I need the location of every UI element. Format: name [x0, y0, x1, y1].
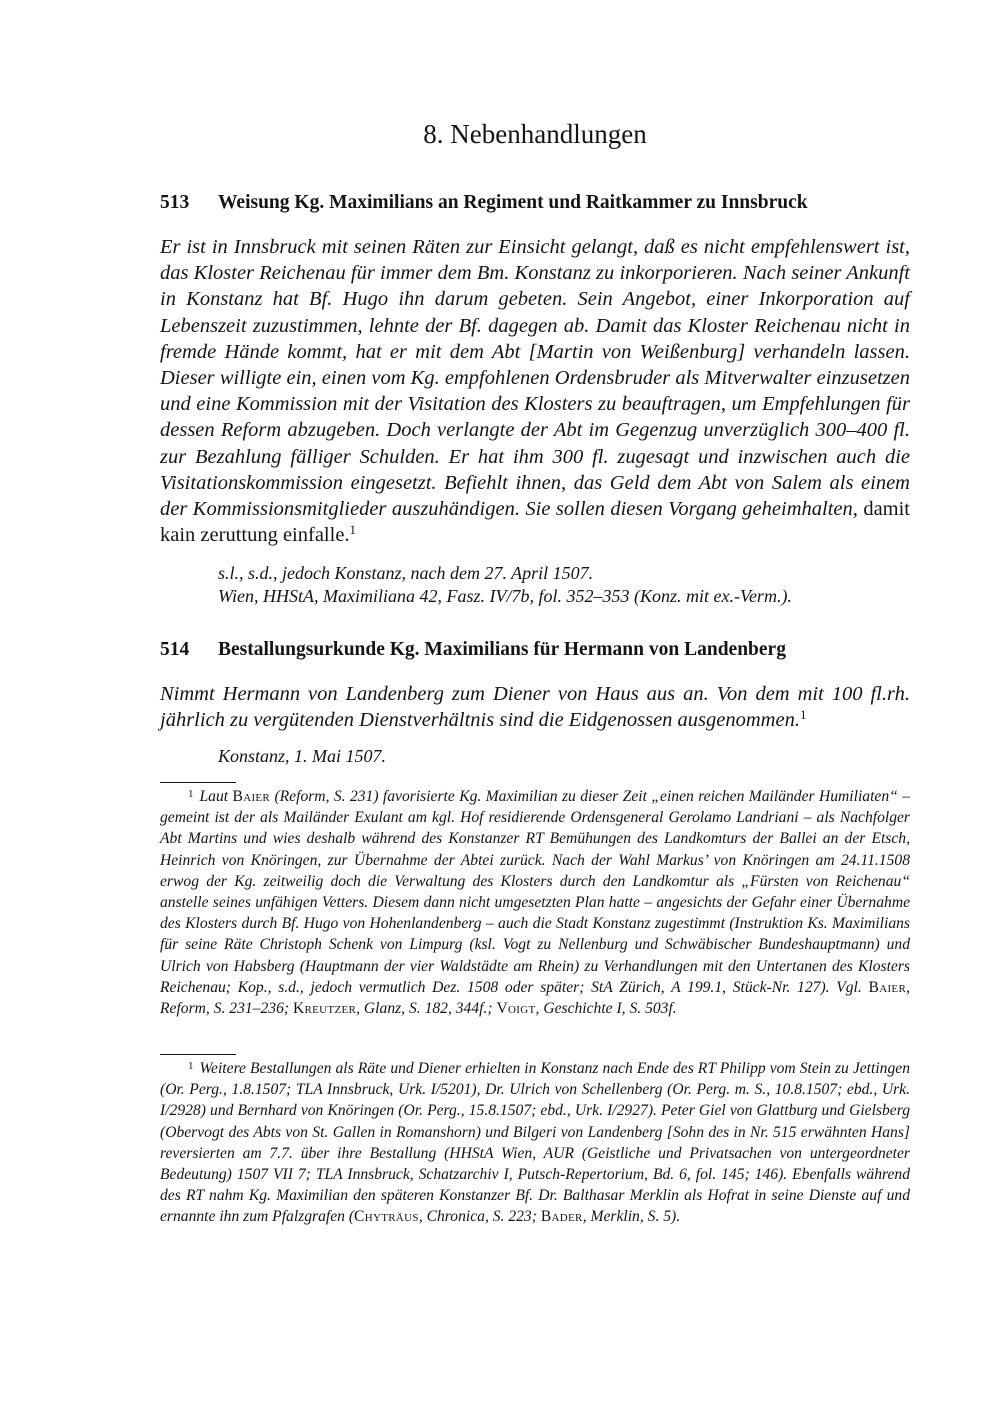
footnote-reference: 1 [799, 707, 807, 723]
footnote-text: , Reform, S. 231–236; [160, 978, 910, 1018]
chapter-title-text: 8. Nebenhandlungen [423, 119, 647, 149]
footnote-text: , Chronica, S. 223; [418, 1208, 541, 1226]
author-name: Voigt [496, 1000, 536, 1018]
author-name: Baier [868, 978, 907, 996]
author-name: Kreutzer [292, 1000, 357, 1018]
regest-513 [160, 234, 910, 548]
regest-text: Nimmt Hermann von Landenberg zum Diener von Haus aus an. Von dem mit 100 fl.rh. jährlich zu vergütenden Dienstverhältnis sind die Eidgenossen ausgenommen. [160, 683, 910, 732]
footnote-text: , Glanz, S. 182, 344f.; [356, 1000, 497, 1018]
document-meta-514 [218, 745, 910, 768]
footnote-513 [160, 786, 910, 1019]
document-number: 513 [160, 192, 190, 213]
date-place-line: s.l., s.d., jedoch Konstanz, nach dem 27. April 1507. [218, 563, 594, 583]
footnote-rule [160, 1054, 236, 1055]
document-heading-513 [160, 190, 910, 216]
date-place-line: Konstanz, 1. Mai 1507. [218, 746, 387, 766]
footnote-mark: 1 [188, 788, 194, 800]
footnote-text: (Reform, S. 231) favorisierte Kg. Maximilian zu dieser Zeit „einen reichen Mailänder Humiliaten“ – gemeint ist der als Mailänder Exulant am kgl. Hof residierende Ordensgeneral Gerolamo Landriani – als Nachfolger Abt Martins und wies deshalb während des Konstanzer RT Bemühungen des Landkomturs der Ballei an der Etsch, Heinrich von Knöringen, zur Übernahme der Abtei zurück. Nach der Wahl Markus’ von Knöringen am 24.11.1508 erwog der Kg. zeitweilig doch die Verwaltung des Klosters durch den Landkomtur als „Fürsten von Reichenau“ anstelle seines unfähigen Vetters. Diesem dann nicht umgesetzten Plan hatte – angesichts der Gefahr einer Übernahme des Klosters durch Bf. Hugo von Hohenlandenberg – auch die Stadt Konstanz zugestimmt (Instruktion Ks. Maximilians für seine Räte Christoph Schenk von Limpurg (ksl. Vogt zu Nellenburg und Schwäbischer Bundeshauptmann) und Ulrich von Habsberg (Hauptmann der vier Waldstädte am Rhein) zu Verhandlungen mit den Untertanen des Klosters Reichenau; Kop., s.d., jedoch vermutlich Dez. 1508 oder später; StA Zürich, A 199.1, Stück-Nr. 127). Vgl. [160, 788, 911, 996]
regest-text: Er ist in Innsbruck mit seinen Räten zur Einsicht gelangt, daß es nicht empfehlenswert ist, das Kloster Reichenau für immer dem Bm. Konstanz zu inkorporieren. Nach seiner Ankunft in Konstanz hat Bf. Hugo ihn darum gebeten. Sein Angebot, einer Inkorporation auf Lebenszeit zuzustimmen, lehnte der Bf. dagegen ab. Damit das Kloster Reichenau nicht in fremde Hände kommt, hat er mit dem Abt [Martin von Weißenburg] verhandeln lassen. Dieser willigte ein, einen vom Kg. empfohlenen Ordensbruder als Mitverwalter einzusetzen und eine Kommission mit der Visitation des Klosters zu beauftragen, um Empfehlungen für dessen Reform abzugeben. Doch verlangte der Abt im Gegenzug unverzüglich 300–400 fl. zur Bezahlung fälliger Schulden. Er hat ihm 300 fl. zugesagt und inzwischen auch die Visitationskommission eingesetzt. Befiehlt ihnen, das Geld dem Abt von Salem als einem der Kommissionsmitglieder auszuhändigen. Sie sollen diesen Vorgang geheimhalten, [160, 236, 910, 521]
footnote-mark: 1 [188, 1060, 194, 1072]
author-name: Chyträus [354, 1208, 419, 1226]
chapter-title [160, 116, 910, 152]
regest-quote: damit kain zeruttung einfalle. [160, 498, 911, 547]
footnote-reference: 1 [349, 522, 357, 538]
document-meta-513 [218, 562, 910, 607]
regest-514 [160, 681, 910, 733]
archive-source-line: Wien, HHStA, Maximiliana 42, Fasz. IV/7b, fol. 352–353 (Konz. mit ex.-Verm.). [218, 585, 792, 606]
author-name: Bader [540, 1208, 583, 1226]
footnote-text: Laut [199, 788, 233, 805]
author-name: Baier [232, 788, 271, 805]
footnote-text: Weitere Bestallungen als Räte und Diener erhielten in Konstanz nach Ende des RT Philipp vom Stein zu Jettingen (Or. Perg., 1.8.1507; TLA Innsbruck, Urk. I/5201), Dr. Ulrich von Schellenberg (Or. Perg. m. S., 10.8.1507; ebd., Urk. I/2928) und Bernhard von Knöringen (Or. Perg., 15.8.1507; ebd., Urk. I/2927). Peter Giel von Glattburg und Gielsberg (Obervogt des Abts von St. Gallen in Romanshorn) und Bilgeri von Landenberg [Sohn des in Nr. 515 erwähnten Hans] reversierten am 7.7. über ihre Bestallung (HHStA Wien, AUR (Geistliche und Privatsachen von untergeordneter Bedeutung) 1507 VII 7; TLA Innsbruck, Schatzarchiv I, Putsch-Repertorium, Bd. 6, fol. 145; 146). Ebenfalls während des RT nahm Kg. Maximilian den späteren Konstanzer Bf. Dr. Balthasar Merklin als Hofrat in seine Dienste auf und ernannte ihn zum Pfalzgrafen ( [160, 1060, 910, 1226]
footnote-rule [160, 782, 236, 783]
document-number: 514 [160, 639, 190, 660]
document-heading-514 [160, 637, 910, 663]
footnote-text: , Merklin, S. 5). [582, 1208, 681, 1226]
document-title: Weisung Kg. Maximilians an Regiment und Raitkammer zu Innsbruck [218, 192, 808, 213]
footnote-text: , Geschichte I, S. 503f. [535, 1000, 677, 1018]
footnote-514 [160, 1058, 910, 1228]
document-title: Bestallungsurkunde Kg. Maximilians für Hermann von Landenberg [218, 639, 786, 660]
